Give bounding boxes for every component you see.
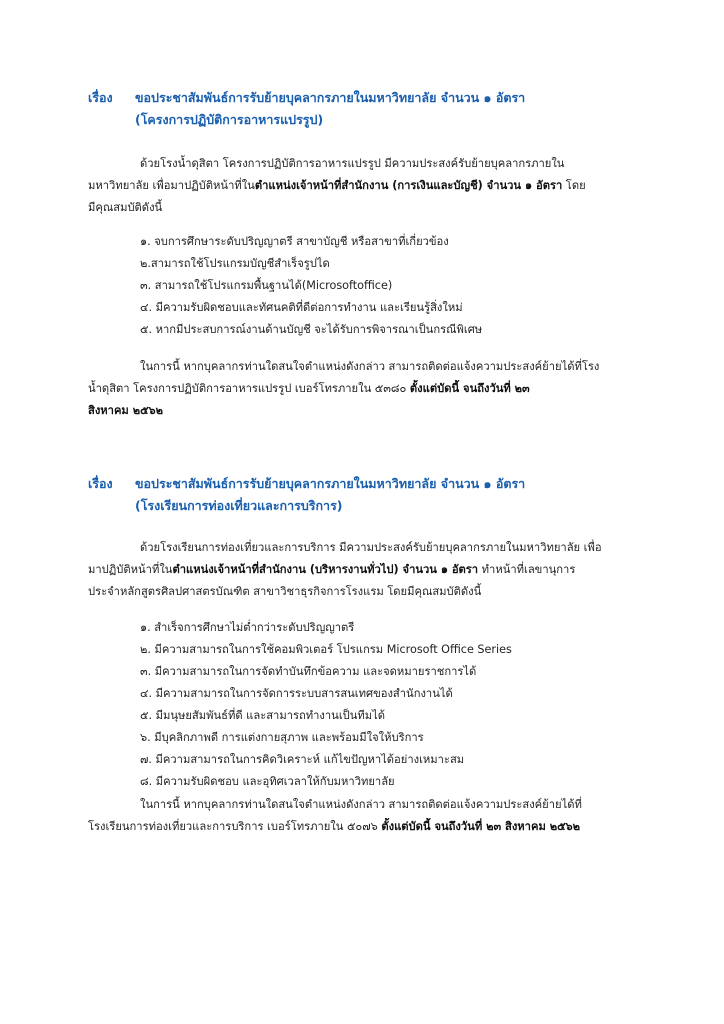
requirement-item: ๗. มีความสามารถในการคิดวิเคราะห์ แก้ไขปัญหาได้อย่างเหมาะสม (140, 753, 465, 766)
requirement-item: ๘. มีความรับผิดชอบ และอุทิศเวลาให้กับมหาวิทยาลัย (140, 775, 395, 788)
requirement-item: ๓. มีความสามารถในการจัดทำบันทึกข้อความ และจดหมายราชการได้ (140, 665, 477, 678)
deadline-text: ตั้งแต่บัดนี้ จนถึงวันที่ ๒๓ (409, 382, 530, 395)
closing-line (88, 378, 643, 400)
closing-line (88, 816, 643, 838)
closing-paragraph (88, 794, 643, 838)
subject-label: เรื่อง (88, 90, 113, 105)
deadline-text: สิงหาคม ๒๕๖๒ (88, 404, 164, 417)
body-text: มาปฏิบัติหน้าที่ใน (88, 563, 173, 576)
requirement-item: ๓. สามารถใช้โปรแกรมพื้นฐานได้(Microsoftoffice) (140, 279, 393, 292)
body-line: ด้วยโรงน้ำดุสิตา โครงการปฏิบัติการอาหารแปรรูป มีความประสงค์รับย้ายบุคลากรภายใน (140, 157, 565, 170)
body-line (88, 175, 643, 197)
body-line: ด้วยโรงเรียนการท่องเที่ยวและการบริการ มีความประสงค์รับย้ายบุคลากรภายในมหาวิทยาลัย เพื่อ (140, 541, 602, 554)
requirement-item: ๒.สามารถใช้โปรแกรมบัญชีสำเร็จรูปได (140, 257, 330, 270)
closing-paragraph (88, 356, 643, 422)
requirement-item: ๕. หากมีประสบการณ์งานด้านบัญชี จะได้รับการพิจารณาเป็นกรณีพิเศษ (140, 323, 483, 336)
requirement-item: ๕. มีมนุษยสัมพันธ์ที่ดี และสามารถทำงานเป็นทีมได้ (140, 709, 386, 722)
requirement-item: ๔. มีความรับผิดชอบและทัศนคติที่ดีต่อการทำงาน และเรียนรู้สิ่งใหม่ (140, 301, 463, 314)
body-line (88, 559, 643, 581)
body-paragraph (88, 537, 643, 603)
body-line: ประจำหลักสูตรศิลปศาสตรบัณฑิต สาขาวิชาธุรกิจการโรงแรม โดยมีคุณสมบัติดังนี้ (88, 585, 482, 598)
subject-label: เรื่อง (88, 476, 113, 491)
subject-title: ขอประชาสัมพันธ์การรับย้ายบุคลากรภายในมหาวิทยาลัย จำนวน ๑ อัตรา (135, 90, 526, 105)
subject-subtitle: (โครงการปฏิบัติการอาหารแปรรูป) (135, 112, 324, 127)
requirements-list (140, 231, 640, 341)
requirement-item: ๔. มีความสามารถในการจัดการระบบสารสนเทศของสำนักงานได้ (140, 687, 453, 700)
body-text: มหาวิทยาลัย เพื่อมาปฏิบัติหน้าที่ใน (88, 179, 255, 192)
requirements-list (140, 617, 640, 793)
subject-title: ขอประชาสัมพันธ์การรับย้ายบุคลากรภายในมหาวิทยาลัย จำนวน ๑ อัตรา (135, 476, 526, 491)
requirement-item: ๑. จบการศึกษาระดับปริญญาตรี สาขาบัญชี หรือสาขาที่เกี่ยวข้อง (140, 235, 449, 248)
subject-subtitle: (โรงเรียนการท่องเที่ยวและการบริการ) (135, 498, 343, 513)
position-title: ตำแหน่งเจ้าหน้าที่สำนักงาน (บริหารงานทั่วไป) จำนวน ๑ อัตรา (172, 563, 479, 576)
contact-text: โรงเรียนการท่องเที่ยวและการบริการ เบอร์โทรภายใน ๕๐๗๖ (88, 820, 382, 833)
body-text: โดย (562, 179, 586, 192)
contact-text: น้ำดุสิตา โครงการปฏิบัติการอาหารแปรรูป เบอร์โทรภายใน ๕๓๘๐ (88, 382, 410, 395)
closing-line (88, 400, 643, 422)
requirement-item: ๑. สำเร็จการศึกษาไม่ต่ำกว่าระดับปริญญาตรี (140, 621, 355, 634)
closing-line: ในการนี้ หากบุคลากรท่านใดสนใจตำแหน่งดังกล่าว สามารถติดต่อแจ้งความประสงค์ย้ายได้ที่โรง (140, 360, 600, 373)
closing-line: ในการนี้ หากบุคลากรท่านใดสนใจตำแหน่งดังกล่าว สามารถติดต่อแจ้งความประสงค์ย้ายได้ที่ (140, 798, 582, 811)
position-title: ตำแหน่งเจ้าหน้าที่สำนักงาน (การเงินและบัญชี) จำนวน ๑ อัตรา (254, 179, 563, 192)
body-line: มีคุณสมบัติดังนี้ (88, 201, 163, 214)
body-paragraph (88, 153, 643, 219)
requirement-item: ๒. มีความสามารถในการใช้คอมพิวเตอร์ โปรแกรม Microsoft Office Series (140, 643, 512, 656)
body-text: ทำหน้าที่เลขานุการ (478, 563, 576, 576)
requirement-item: ๖. มีบุคลิกภาพดี การแต่งกายสุภาพ และพร้อมมีใจให้บริการ (140, 731, 424, 744)
deadline-text: ตั้งแต่บัดนี้ จนถึงวันที่ ๒๓ สิงหาคม ๒๕๖๒ (381, 820, 581, 833)
